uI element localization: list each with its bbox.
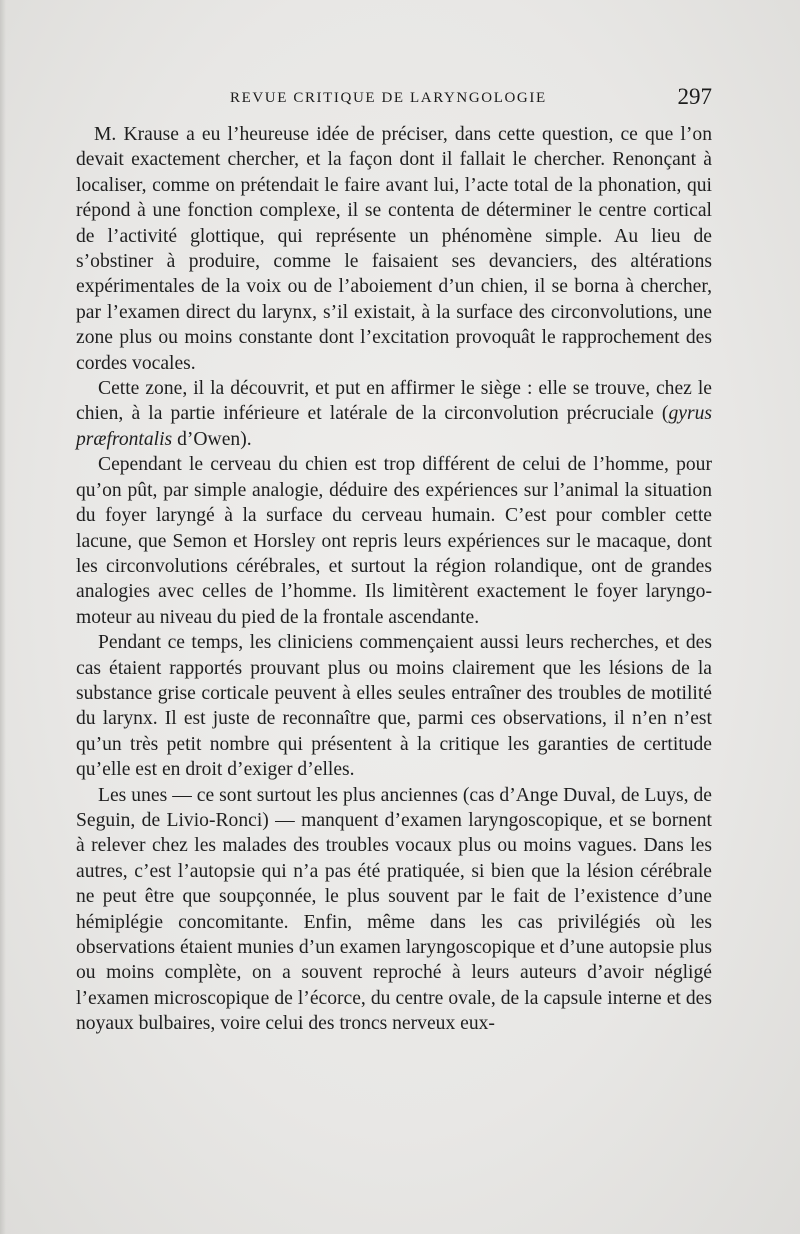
- paragraph-krause: M. Krause a eu l’heureuse idée de préciser, dans cette question, ce que l’on devait exactement chercher, et la façon dont il fallait le chercher. Renonçant à localiser, comme on prétendait le faire avant lui, l’acte total de la phonation, qui répond à une fonction complexe, il se contenta de déterminer le centre cortical de l’activité glottique, qui représente un phénomène simple. Au lieu de s’obstiner à produire, comme le faisaient ses devanciers, des altérations expérimentales de la voix ou de l’aboiement d’un chien, il se borna à chercher, par l’examen direct du larynx, s’il existait, à la surface des circonvolutions, une zone plus ou moins constante dont l’excitation provoquât le rapprochement des cordes vocales.: [76, 124, 712, 374]
- running-head: [76, 86, 712, 114]
- latin-term: gyrus præfrontalis: [76, 403, 712, 450]
- body-text: [76, 122, 712, 1037]
- paragraph-zone-start: Cette zone, il la découvrit, et put en affirmer le siège : elle se trouve, chez le chien, à la partie inférieure et latérale de la circonvolution précruciale (: [76, 378, 712, 425]
- running-title: REVUE CRITIQUE DE LARYNGOLOGIE: [230, 90, 547, 106]
- paragraph-semon-horsley: Cependant le cerveau du chien est trop différent de celui de l’homme, pour qu’on pût, par simple analogie, déduire des expériences sur l’animal la situation du foyer laryngé à la surface du cerveau humain. C’est pour combler cette lacune, que Semon et Horsley ont repris leurs expériences sur le macaque, dont les circonvolutions cérébrales, et surtout la région rolandique, ont de grandes analogies avec celles de l’homme. Ils limitèrent exactement le foyer laryngo-moteur au niveau du pied de la frontale ascendante.: [76, 454, 712, 628]
- page-number: 297: [677, 84, 712, 109]
- paragraph-observations: Les unes — ce sont surtout les plus anciennes (cas d’Ange Duval, de Luys, de Seguin, de Livio-Ronci) — manquent d’examen laryngoscopique, et se bornent à relever chez les malades des troubles vocaux plus ou moins vagues. Dans les autres, c’est l’autopsie qui n’a pas été pratiquée, si bien que la lésion cérébrale ne peut être que soupçonnée, le plus souvent par le fait de l’existence d’une hémiplégie concomitante. Enfin, même dans les cas privilégiés où les observations étaient munies d’un examen laryngoscopique et d’une autopsie plus ou moins complète, on a souvent reproché à leurs auteurs d’avoir négligé l’examen microscopique de l’écorce, du centre ovale, de la capsule interne et des noyaux bulbaires, voire celui des troncs nerveux eux-: [76, 784, 712, 1035]
- paragraph-zone: [76, 376, 712, 452]
- page-edge-shadow: [0, 0, 6, 1234]
- paragraph-cliniciens: Pendant ce temps, les cliniciens commençaient aussi leurs recherches, et des cas étaient rapportés prouvant plus ou moins clairement que les lésions de la substance grise corticale peuvent à elles seules entraîner des troubles de motilité du larynx. Il est juste de reconnaître que, parmi ces observations, il n’en n’est qu’un très petit nombre qui présentent à la critique les garanties de certitude qu’elle est en droit d’exiger d’elles.: [76, 632, 712, 781]
- paragraph-zone-end: d’Owen).: [172, 428, 252, 450]
